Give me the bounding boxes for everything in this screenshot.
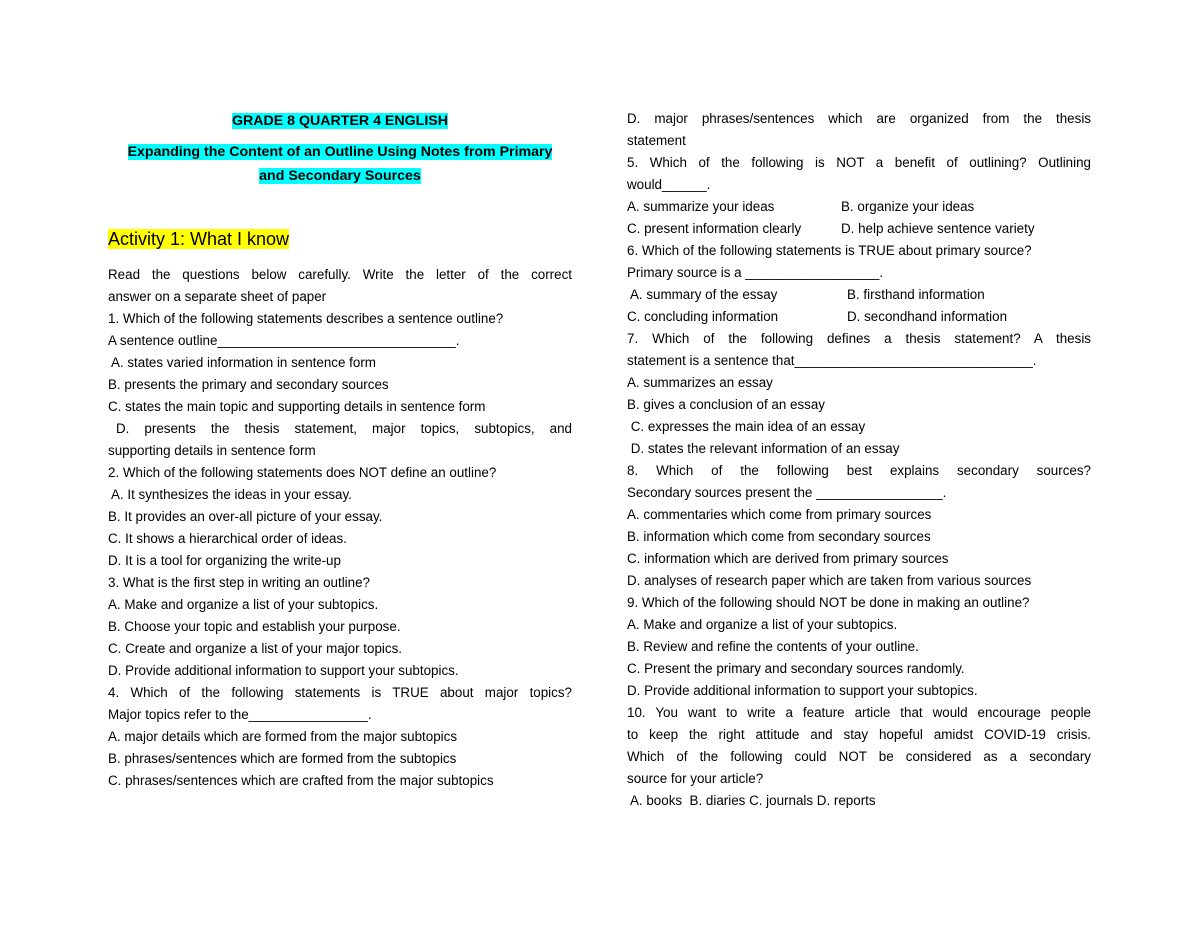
question-6 xyxy=(627,240,1091,328)
choice-a: A. commentaries which come from primary sources xyxy=(627,507,932,522)
question-2 xyxy=(108,462,572,572)
choice-a: A. states varied information in sentence form xyxy=(108,355,376,370)
question-5 xyxy=(627,152,1091,240)
question-stem: 7. Which of the following defines a thesis statement? A thesis xyxy=(627,331,1091,346)
choice-d-continued: supporting details in sentence form xyxy=(108,443,316,458)
question-7 xyxy=(627,328,1091,460)
left-column xyxy=(108,108,572,792)
choice-d: D. analyses of research paper which are taken from various sources xyxy=(627,573,1032,588)
question-3 xyxy=(108,572,572,682)
choice-c: C. Present the primary and secondary sources randomly. xyxy=(627,661,965,676)
choice-d-continued: statement xyxy=(627,133,686,148)
question-stem: statement is a sentence that________________________________. xyxy=(627,353,1037,368)
question-stem: Major topics refer to the________________. xyxy=(108,707,372,722)
choice-d: D. presents the thesis statement, major topics, subtopics, and xyxy=(116,421,572,436)
question-stem: 5. Which of the following is NOT a benefit of outlining? Outlining xyxy=(627,155,1091,170)
question-stem: 10. You want to write a feature article that would encourage people xyxy=(627,705,1091,720)
choice-c: C. phrases/sentences which are crafted from the major subtopics xyxy=(108,773,494,788)
right-column xyxy=(627,108,1091,812)
choice-d: D. help achieve sentence variety xyxy=(841,221,1035,236)
choice-d: D. secondhand information xyxy=(847,309,1008,324)
question-stem: Which of the following could NOT be considered as a secondary xyxy=(627,749,1091,764)
choice-a: A. Make and organize a list of your subtopics. xyxy=(627,617,898,632)
choice-a: A. summarizes an essay xyxy=(627,375,773,390)
question-stem: 1. Which of the following statements describes a sentence outline? xyxy=(108,311,504,326)
choice-b: B. organize your ideas xyxy=(841,199,975,214)
choice-c: C. expresses the main idea of an essay xyxy=(627,419,866,434)
question-10 xyxy=(627,702,1091,812)
question-stem: Secondary sources present the _________________. xyxy=(627,485,947,500)
choice-d: D. Provide additional information to support your subtopics. xyxy=(627,683,978,698)
question-stem: 6. Which of the following statements is TRUE about primary source? xyxy=(627,243,1032,258)
lesson-title-line2: and Secondary Sources xyxy=(259,168,421,184)
activity-heading: Activity 1: What I know xyxy=(108,229,290,249)
choice-d: D. Provide additional information to support your subtopics. xyxy=(108,663,459,678)
choice-b: B. presents the primary and secondary sources xyxy=(108,377,389,392)
question-stem: 2. Which of the following statements does NOT define an outline? xyxy=(108,465,497,480)
choice-a: A. It synthesizes the ideas in your essay. xyxy=(108,487,352,502)
choice-b: B. gives a conclusion of an essay xyxy=(627,397,825,412)
choice-c: C. It shows a hierarchical order of ideas. xyxy=(108,531,347,546)
choice-b: B. Review and refine the contents of your outline. xyxy=(627,639,919,654)
choice-b: B. It provides an over-all picture of your essay. xyxy=(108,509,383,524)
question-stem: 3. What is the first step in writing an outline? xyxy=(108,575,370,590)
choice-a: A. major details which are formed from the major subtopics xyxy=(108,729,458,744)
choice-b: B. phrases/sentences which are formed from the subtopics xyxy=(108,751,457,766)
question-stem: A sentence outline________________________________. xyxy=(108,333,460,348)
question-stem: Primary source is a __________________. xyxy=(627,265,884,280)
question-stem: 9. Which of the following should NOT be done in making an outline? xyxy=(627,595,1030,610)
choice-b: B. information which come from secondary sources xyxy=(627,529,931,544)
choice-d: D. It is a tool for organizing the write-up xyxy=(108,553,341,568)
question-9 xyxy=(627,592,1091,702)
question-stem: source for your article? xyxy=(627,771,764,786)
choice-c: C. present information clearly xyxy=(627,221,802,236)
choice-options: A. books B. diaries C. journals D. reports xyxy=(627,793,876,808)
grade-heading: GRADE 8 QUARTER 4 ENGLISH xyxy=(232,113,448,129)
lesson-title-line1: Expanding the Content of an Outline Using Notes from Primary xyxy=(127,144,553,160)
choice-a: A. summarize your ideas xyxy=(627,199,775,214)
choice-c: C. Create and organize a list of your major topics. xyxy=(108,641,402,656)
question-stem: 8. Which of the following best explains secondary sources? xyxy=(627,463,1091,478)
question-1 xyxy=(108,308,572,462)
choice-a: A. Make and organize a list of your subtopics. xyxy=(108,597,379,612)
choice-c: C. concluding information xyxy=(627,309,779,324)
choice-c: C. states the main topic and supporting details in sentence form xyxy=(108,399,486,414)
question-stem: 4. Which of the following statements is TRUE about major topics? xyxy=(108,685,572,700)
choice-b: B. firsthand information xyxy=(847,287,985,302)
question-8 xyxy=(627,460,1091,592)
question-stem: to keep the right attitude and stay hopeful amidst COVID-19 crisis. xyxy=(627,727,1091,742)
question-4-continued xyxy=(627,108,1091,152)
choice-b: B. Choose your topic and establish your purpose. xyxy=(108,619,401,634)
choice-d: D. states the relevant information of an essay xyxy=(627,441,900,456)
choice-a: A. summary of the essay xyxy=(627,287,778,302)
choice-c: C. information which are derived from primary sources xyxy=(627,551,949,566)
choice-d: D. major phrases/sentences which are organized from the thesis xyxy=(627,111,1091,126)
question-stem: would______. xyxy=(627,177,711,192)
question-4 xyxy=(108,682,572,792)
title-block xyxy=(108,108,572,188)
instructions-line: Read the questions below carefully. Write the letter of the correct xyxy=(108,267,572,282)
instructions-line: answer on a separate sheet of paper xyxy=(108,289,327,304)
